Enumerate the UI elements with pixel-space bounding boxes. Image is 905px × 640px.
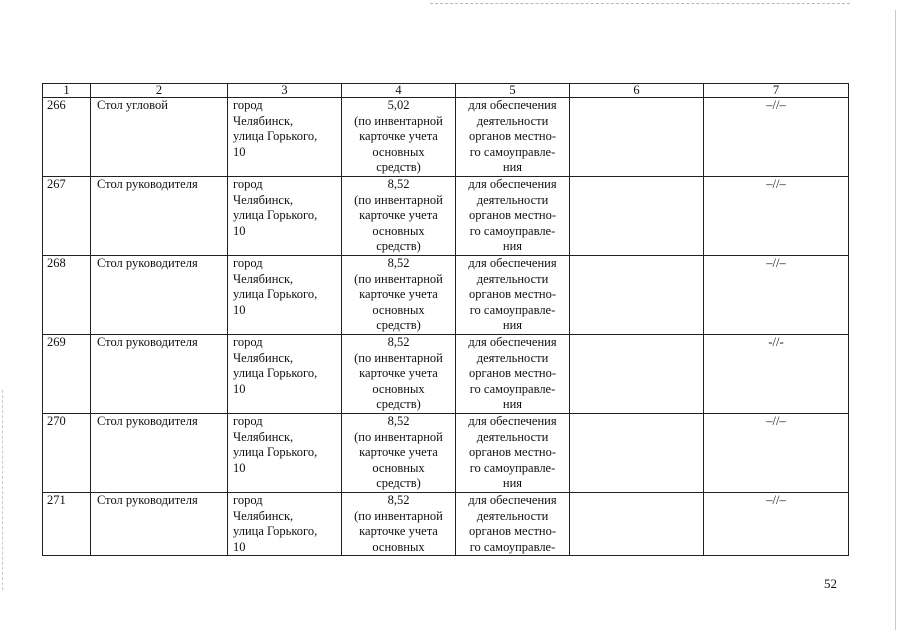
address-cell-line: 10 bbox=[233, 381, 246, 396]
address-cell-line: улица Горького, bbox=[233, 208, 318, 223]
purpose-cell-line: го самоуправле- bbox=[469, 381, 556, 396]
purpose-cell-line: органов местно- bbox=[468, 445, 557, 460]
column-6-cell bbox=[570, 256, 704, 335]
address-cell-line: город bbox=[233, 493, 263, 507]
column-7-cell: –//– bbox=[704, 98, 849, 177]
address-cell-line: Челябинск, bbox=[233, 271, 294, 286]
purpose-cell-line: органов местно- bbox=[468, 287, 557, 302]
value-cell bbox=[342, 414, 456, 493]
table-row bbox=[43, 256, 849, 335]
column-6-cell bbox=[570, 177, 704, 256]
address-cell bbox=[228, 335, 342, 414]
item-name-cell: Стол угловой bbox=[91, 98, 228, 177]
value-cell-line: 8,52 bbox=[387, 177, 410, 191]
item-name-cell: Стол руководителя bbox=[91, 177, 228, 256]
purpose-cell bbox=[456, 414, 570, 493]
address-cell-line: город bbox=[233, 335, 263, 349]
value-cell-line: карточке учета bbox=[359, 445, 438, 460]
row-number-cell: 271 bbox=[43, 493, 91, 556]
address-cell-line: город bbox=[233, 256, 263, 270]
item-name-cell: Стол руководителя bbox=[91, 414, 228, 493]
address-cell bbox=[228, 177, 342, 256]
purpose-cell-line: ния bbox=[502, 160, 523, 175]
purpose-cell-line: деятельности bbox=[476, 429, 549, 444]
column-6-cell bbox=[570, 414, 704, 493]
purpose-cell-line: го самоуправле- bbox=[469, 223, 556, 238]
column-header: 6 bbox=[570, 84, 704, 98]
value-cell-line: основных bbox=[372, 539, 425, 554]
item-name-cell: Стол руководителя bbox=[91, 256, 228, 335]
column-header: 2 bbox=[91, 84, 228, 98]
value-cell-line: средств) bbox=[376, 397, 421, 412]
value-cell-line: 8,52 bbox=[387, 414, 410, 428]
value-cell-line: средств) bbox=[376, 476, 421, 491]
purpose-cell-line: органов местно- bbox=[468, 129, 557, 144]
value-cell-line: 5,02 bbox=[387, 98, 410, 112]
purpose-cell-line: для обеспечения bbox=[468, 98, 557, 112]
value-cell-line: (по инвентарной bbox=[354, 271, 443, 286]
row-number-cell: 266 bbox=[43, 98, 91, 177]
table-header-row bbox=[43, 84, 849, 98]
address-cell-line: город bbox=[233, 177, 263, 191]
value-cell-line: карточке учета bbox=[359, 208, 438, 223]
property-register-table bbox=[42, 83, 849, 556]
purpose-cell bbox=[456, 493, 570, 556]
purpose-cell-line: для обеспечения bbox=[468, 335, 557, 349]
column-7-cell: –//– bbox=[704, 493, 849, 556]
address-cell-line: улица Горького, bbox=[233, 287, 318, 302]
address-cell-line: 10 bbox=[233, 460, 246, 475]
table-row bbox=[43, 335, 849, 414]
purpose-cell-line: для обеспечения bbox=[468, 414, 557, 428]
address-cell bbox=[228, 414, 342, 493]
address-cell-line: улица Горького, bbox=[233, 366, 318, 381]
address-cell-line: 10 bbox=[233, 144, 246, 159]
value-cell-line: средств) bbox=[376, 318, 421, 333]
value-cell-line: (по инвентарной bbox=[354, 350, 443, 365]
value-cell-line: основных bbox=[372, 223, 425, 238]
scan-edge-left bbox=[2, 390, 3, 590]
row-number-cell: 269 bbox=[43, 335, 91, 414]
purpose-cell-line: го самоуправле- bbox=[469, 539, 556, 554]
value-cell-line: карточке учета bbox=[359, 129, 438, 144]
purpose-cell-line: деятельности bbox=[476, 350, 549, 365]
purpose-cell bbox=[456, 98, 570, 177]
value-cell-line: (по инвентарной bbox=[354, 508, 443, 523]
scan-edge-right bbox=[895, 10, 896, 630]
column-header: 3 bbox=[228, 84, 342, 98]
purpose-cell-line: ния bbox=[502, 318, 523, 333]
purpose-cell-line: го самоуправле- bbox=[469, 302, 556, 317]
row-number-cell: 268 bbox=[43, 256, 91, 335]
column-6-cell bbox=[570, 98, 704, 177]
address-cell-line: город bbox=[233, 98, 263, 112]
purpose-cell-line: для обеспечения bbox=[468, 177, 557, 191]
purpose-cell-line: органов местно- bbox=[468, 208, 557, 223]
purpose-cell bbox=[456, 177, 570, 256]
column-7-cell: –//– bbox=[704, 256, 849, 335]
value-cell-line: карточке учета bbox=[359, 524, 438, 539]
purpose-cell-line: ния bbox=[502, 239, 523, 254]
value-cell-line: (по инвентарной bbox=[354, 192, 443, 207]
item-name-cell: Стол руководителя bbox=[91, 335, 228, 414]
value-cell-line: 8,52 bbox=[387, 335, 410, 349]
column-6-cell bbox=[570, 493, 704, 556]
value-cell bbox=[342, 335, 456, 414]
column-7-cell: –//– bbox=[704, 414, 849, 493]
column-header: 5 bbox=[456, 84, 570, 98]
address-cell bbox=[228, 493, 342, 556]
value-cell bbox=[342, 177, 456, 256]
address-cell-line: 10 bbox=[233, 223, 246, 238]
value-cell-line: карточке учета bbox=[359, 287, 438, 302]
address-cell-line: Челябинск, bbox=[233, 192, 294, 207]
address-cell-line: 10 bbox=[233, 539, 246, 554]
purpose-cell-line: органов местно- bbox=[468, 366, 557, 381]
table-row bbox=[43, 98, 849, 177]
scan-edge-top bbox=[430, 3, 850, 4]
address-cell-line: 10 bbox=[233, 302, 246, 317]
column-7-cell: –//– bbox=[704, 177, 849, 256]
value-cell-line: основных bbox=[372, 381, 425, 396]
address-cell bbox=[228, 98, 342, 177]
value-cell-line: 8,52 bbox=[387, 493, 410, 507]
address-cell-line: Челябинск, bbox=[233, 113, 294, 128]
purpose-cell-line: деятельности bbox=[476, 113, 549, 128]
value-cell bbox=[342, 493, 456, 556]
value-cell bbox=[342, 98, 456, 177]
row-number-cell: 270 bbox=[43, 414, 91, 493]
purpose-cell-line: органов местно- bbox=[468, 524, 557, 539]
value-cell bbox=[342, 256, 456, 335]
purpose-cell-line: ния bbox=[502, 397, 523, 412]
row-number-cell: 267 bbox=[43, 177, 91, 256]
address-cell-line: улица Горького, bbox=[233, 524, 318, 539]
value-cell-line: средств) bbox=[376, 160, 421, 175]
address-cell-line: улица Горького, bbox=[233, 129, 318, 144]
purpose-cell-line: деятельности bbox=[476, 271, 549, 286]
address-cell-line: Челябинск, bbox=[233, 508, 294, 523]
column-header: 1 bbox=[43, 84, 91, 98]
column-7-cell: -//- bbox=[704, 335, 849, 414]
page-number: 52 bbox=[824, 576, 837, 591]
table-row bbox=[43, 493, 849, 556]
table-body bbox=[43, 98, 849, 556]
table-header bbox=[43, 84, 849, 98]
value-cell-line: карточке учета bbox=[359, 366, 438, 381]
purpose-cell-line: для обеспечения bbox=[468, 256, 557, 270]
purpose-cell-line: деятельности bbox=[476, 508, 549, 523]
purpose-cell-line: ния bbox=[502, 476, 523, 491]
address-cell-line: улица Горького, bbox=[233, 445, 318, 460]
value-cell-line: основных bbox=[372, 302, 425, 317]
purpose-cell-line: го самоуправле- bbox=[469, 144, 556, 159]
column-6-cell bbox=[570, 335, 704, 414]
purpose-cell-line: го самоуправле- bbox=[469, 460, 556, 475]
value-cell-line: основных bbox=[372, 144, 425, 159]
value-cell-line: (по инвентарной bbox=[354, 113, 443, 128]
purpose-cell-line: для обеспечения bbox=[468, 493, 557, 507]
item-name-cell: Стол руководителя bbox=[91, 493, 228, 556]
purpose-cell bbox=[456, 335, 570, 414]
value-cell-line: (по инвентарной bbox=[354, 429, 443, 444]
address-cell-line: город bbox=[233, 414, 263, 428]
column-header: 4 bbox=[342, 84, 456, 98]
value-cell-line: средств) bbox=[376, 239, 421, 254]
column-header: 7 bbox=[704, 84, 849, 98]
address-cell bbox=[228, 256, 342, 335]
purpose-cell-line: деятельности bbox=[476, 192, 549, 207]
address-cell-line: Челябинск, bbox=[233, 350, 294, 365]
purpose-cell bbox=[456, 256, 570, 335]
address-cell-line: Челябинск, bbox=[233, 429, 294, 444]
table-row bbox=[43, 177, 849, 256]
value-cell-line: основных bbox=[372, 460, 425, 475]
table-row bbox=[43, 414, 849, 493]
value-cell-line: 8,52 bbox=[387, 256, 410, 270]
